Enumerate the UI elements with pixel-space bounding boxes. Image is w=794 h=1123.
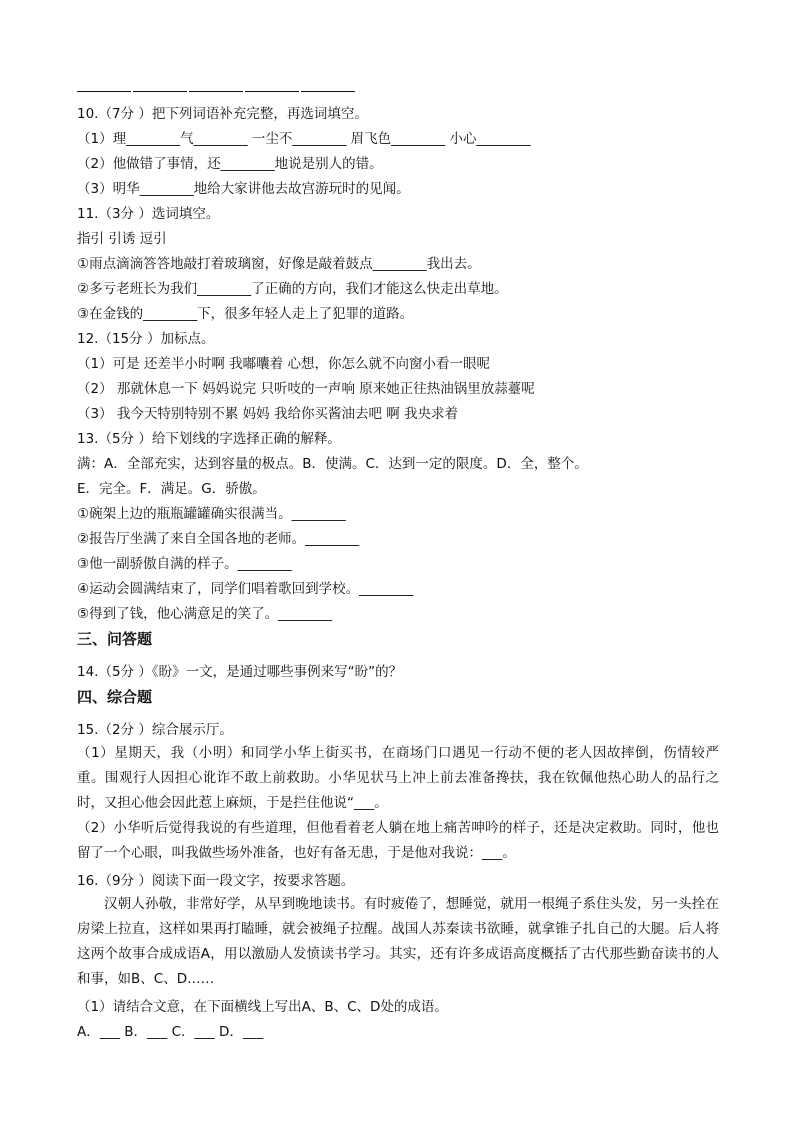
q16-passage: 汉朝人孙敬，非常好学，从早到晚地读书。有时疲倦了，想睡觉，就用一根绳子系住头发，另一头拴在房梁上拉直，这样如果再打瞌睡，就会被绳子拉醒。战国人苏秦读书欲睡，就拿锥子扎自己的大腿。后人将这两个故事合成成语A，用以激励人发愤读书学习。其实，还有许多成语高度概括了古代那些勤奋读书的人和事，如B、C、D…… xyxy=(77,896,719,987)
q15-part1: （1）星期天，我（小明）和同学小华上街买书，在商场门口遇见一行动不便的老人因故摔倒，伤情较严重。围观行人因担心讹诈不敢上前救助。小华见状马上冲上前去准备搀扶，我在钦佩他热心助人的品行之时，又担心他会因此惹上麻烦，于是拦住他说“___。 xyxy=(77,745,719,811)
q10-title: 10.（7分 ）把下列词语补充完整，再选词填空。 xyxy=(77,106,368,122)
q11-item3: ③在金钱的________下，很多年轻人走上了犯罪的道路。 xyxy=(77,306,414,322)
q10-part2: （2）他做错了事情，还________地说是别人的错。 xyxy=(77,156,383,172)
section-heading-qa: 三、问答题 xyxy=(77,630,153,648)
q13-item5: ⑤得到了钱，他心满意足的笑了。________ xyxy=(77,606,333,622)
q10-part1: （1）理________气________ 一尘不________ 眉飞色________ 小心________ xyxy=(77,131,531,147)
q15-part2: （2）小华听后觉得我说的有些道理，但他看着老人躺在地上痛苦呻吟的样子，还是决定救助。同时，他也留了一个心眼，叫我做些场外准备，也好有备无患，于是他对我说：___。 xyxy=(77,820,719,861)
q13-item2: ②报告厅坐满了来自全国各地的老师。________ xyxy=(77,531,360,547)
q15-title: 15.（2分 ）综合展示厅。 xyxy=(77,722,233,738)
q14-text: 14.（5分 ）《盼》一文，是通过哪些事例来写“盼”的？ xyxy=(77,664,403,680)
q13-item4: ④运动会圆满结束了，同学们唱着歌回到学校。________ xyxy=(77,581,414,597)
q16-answer-blanks: A．___ B．___ C．___ D．___ xyxy=(77,1024,264,1040)
q13-title: 13.（5分 ）给下划线的字选择正确的解释。 xyxy=(77,431,341,447)
q13-definitions-1: 满：A．全部充实，达到容量的极点。B．使满。C．达到一定的限度。D．全，整个。 xyxy=(77,456,588,472)
q16-part1: （1）请结合文意，在下面横线上写出A、B、C、D处的成语。 xyxy=(77,999,448,1015)
q13-definitions-2: E．完全。F．满足。G．骄傲。 xyxy=(77,481,266,497)
q16-title: 16.（9分 ）阅读下面一段文字，按要求答题。 xyxy=(77,873,355,889)
section-heading-comprehensive: 四、综合题 xyxy=(77,688,153,706)
q12-item2: （2） 那就休息一下 妈妈说完 只听吱的一声响 原来她正往热油锅里放蒜薹呢 xyxy=(77,381,535,397)
q10-part3: （3）明华________地给大家讲他去故宫游玩时的见闻。 xyxy=(77,181,410,197)
q12-title: 12.（15分 ）加标点。 xyxy=(77,331,215,347)
q13-item3: ③他一副骄傲自满的样子。________ xyxy=(77,556,292,572)
q11-item1: ①雨点滴滴答答地敲打着玻璃窗，好像是敲着鼓点________我出去。 xyxy=(77,256,481,272)
q11-title: 11.（3分 ）选词填空。 xyxy=(77,206,220,222)
q13-item1: ①碗架上边的瓶瓶罐罐确实很满当。________ xyxy=(77,506,346,522)
q11-item2: ②多亏老班长为我们________了正确的方向，我们才能这么快走出草地。 xyxy=(77,281,508,297)
q12-item3: （3） 我今天特别特别不累 妈妈 我给你买酱油去吧 啊 我央求着 xyxy=(77,406,459,422)
q12-item1: （1）可是 还差半小时啊 我嘟囔着 心想，你怎么就不向窗小看一眼呢 xyxy=(77,356,490,372)
q11-word-choices: 指引 引诱 逗引 xyxy=(77,231,167,247)
